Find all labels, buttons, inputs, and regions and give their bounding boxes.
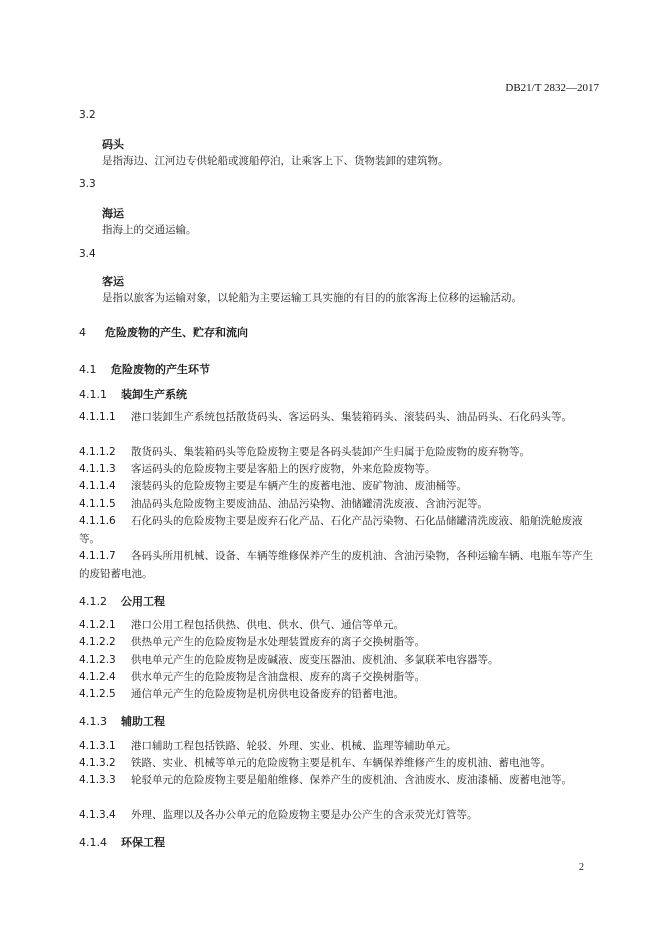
clause-heading xyxy=(79,593,165,609)
clause-title: 装卸生产系统 xyxy=(121,388,187,401)
item-text: 供电单元产生的危险废物是废碱液、废变压器油、废机油、多氯联苯电容器等。 xyxy=(131,654,499,666)
item-number: 4.1.3.4 xyxy=(79,809,116,821)
clause-number: 3.2 xyxy=(79,109,96,121)
list-item xyxy=(79,513,599,548)
item-text: 散货码头、集装箱码头等危险废物主要是各码头装卸产生归属于危险废物的废弃物等。 xyxy=(131,446,530,458)
list-item xyxy=(79,617,599,635)
term-name: 客运 xyxy=(102,275,124,288)
item-number: 4.1.2.2 xyxy=(79,636,116,648)
list-item xyxy=(79,738,599,756)
item-text: 轮驳单元的危险废物主要是船舶维修、保养产生的废机油、含油废水、废油漆桶、废蓄电池等。 xyxy=(131,774,572,786)
item-number: 4.1.1.3 xyxy=(79,463,116,475)
item-text: 各码头所用机械、设备、车辆等维修保养产生的废机油、含油污染物，各种运输车辆、电瓶车等产生的废铅蓄电池。 xyxy=(79,550,593,580)
item-text: 港口装卸生产系统包括散货码头、客运码头、集装箱码头、滚装码头、油品码头、石化码头等。 xyxy=(131,411,572,423)
item-number: 4.1.2.3 xyxy=(79,654,116,666)
item-text: 外理、监理以及各办公单元的危险废物主要是办公产生的含汞荧光灯管等。 xyxy=(131,809,478,821)
list-item xyxy=(79,634,599,652)
item-number: 4.1.3.1 xyxy=(79,740,116,752)
item-number: 4.1.3.2 xyxy=(79,757,116,769)
list-item xyxy=(79,444,599,462)
term-definition: 是指以旅客为运输对象，以轮船为主要运输工具实施的有目的的旅客海上位移的运输活动。 xyxy=(102,292,522,304)
item-text: 港口公用工程包括供热、供电、供水、供气、通信等单元。 xyxy=(131,619,404,631)
item-text: 港口辅助工程包括铁路、轮驳、外理、实业、机械、监理等辅助单元。 xyxy=(131,740,457,752)
clause-title: 公用工程 xyxy=(121,595,165,608)
item-number: 4.1.1.6 xyxy=(79,515,116,527)
clause-number: 4.1.2 xyxy=(79,595,107,608)
item-text: 石化码头的危险废物主要是废弃石化产品、石化产品污染物、石化品储罐清洗废液、船舶洗舱废液等。 xyxy=(79,515,583,545)
list-item xyxy=(79,496,599,514)
term-definition: 是指海边、江河边专供轮船或渡船停泊，让乘客上下、货物装卸的建筑物。 xyxy=(102,155,449,167)
clause-number: 3.4 xyxy=(79,248,96,260)
item-text: 滚装码头的危险废物主要是车辆产生的废蓄电池、废矿物油、废油桶等。 xyxy=(131,480,467,492)
section-title: 危险废物的产生、贮存和流向 xyxy=(105,326,248,339)
clause-title: 环保工程 xyxy=(121,836,165,849)
clause-heading xyxy=(79,834,165,850)
list-item xyxy=(79,686,599,704)
subsection-heading xyxy=(79,361,210,377)
item-text: 供水单元产生的危险废物是含油盘根、废弃的离子交换树脂等。 xyxy=(131,671,425,683)
item-text: 供热单元产生的危险废物是水处理装置废弃的离子交换树脂等。 xyxy=(131,636,425,648)
clause-title: 辅助工程 xyxy=(121,715,165,728)
item-text: 油品码头危险废物主要废油品、油品污染物、油储罐清洗废液、含油污泥等。 xyxy=(131,498,488,510)
section-number: 4 xyxy=(79,326,86,339)
clause-number: 3.3 xyxy=(79,178,96,190)
item-text: 通信单元产生的危险废物是机房供电设备废弃的铅蓄电池。 xyxy=(131,688,404,700)
item-number: 4.1.2.5 xyxy=(79,688,116,700)
list-item xyxy=(79,478,599,496)
item-number: 4.1.1.1 xyxy=(79,411,116,423)
item-number: 4.1.1.5 xyxy=(79,498,116,510)
term-definition: 指海上的交通运输。 xyxy=(102,224,197,236)
item-number: 4.1.2.4 xyxy=(79,671,116,683)
item-number: 4.1.3.3 xyxy=(79,774,116,786)
clause-heading xyxy=(79,713,165,729)
list-item xyxy=(79,461,599,479)
item-number: 4.1.1.4 xyxy=(79,480,116,492)
page-number: 2 xyxy=(579,862,584,873)
subsection-number: 4.1 xyxy=(79,363,97,376)
list-item xyxy=(79,409,599,427)
standard-code: DB21/T 2832—2017 xyxy=(505,82,599,94)
list-item xyxy=(79,772,599,790)
term-name: 海运 xyxy=(102,207,124,220)
item-number: 4.1.2.1 xyxy=(79,619,116,631)
term-name: 码头 xyxy=(102,138,124,151)
item-number: 4.1.1.2 xyxy=(79,446,116,458)
item-text: 客运码头的危险废物主要是客船上的医疗废物，外来危险废物等。 xyxy=(131,463,436,475)
subsection-title: 危险废物的产生环节 xyxy=(111,363,210,376)
item-number: 4.1.1.7 xyxy=(79,550,116,562)
list-item xyxy=(79,548,599,583)
clause-number: 4.1.3 xyxy=(79,715,107,728)
list-item xyxy=(79,652,599,670)
item-text: 铁路、实业、机械等单元的危险废物主要是机车、车辆保养维修产生的废机油、蓄电池等。 xyxy=(131,757,551,769)
list-item xyxy=(79,807,599,825)
section-heading xyxy=(79,324,248,340)
list-item xyxy=(79,669,599,687)
clause-number: 4.1.4 xyxy=(79,836,107,849)
clause-number: 4.1.1 xyxy=(79,388,107,401)
clause-heading xyxy=(79,386,187,402)
list-item xyxy=(79,755,599,773)
